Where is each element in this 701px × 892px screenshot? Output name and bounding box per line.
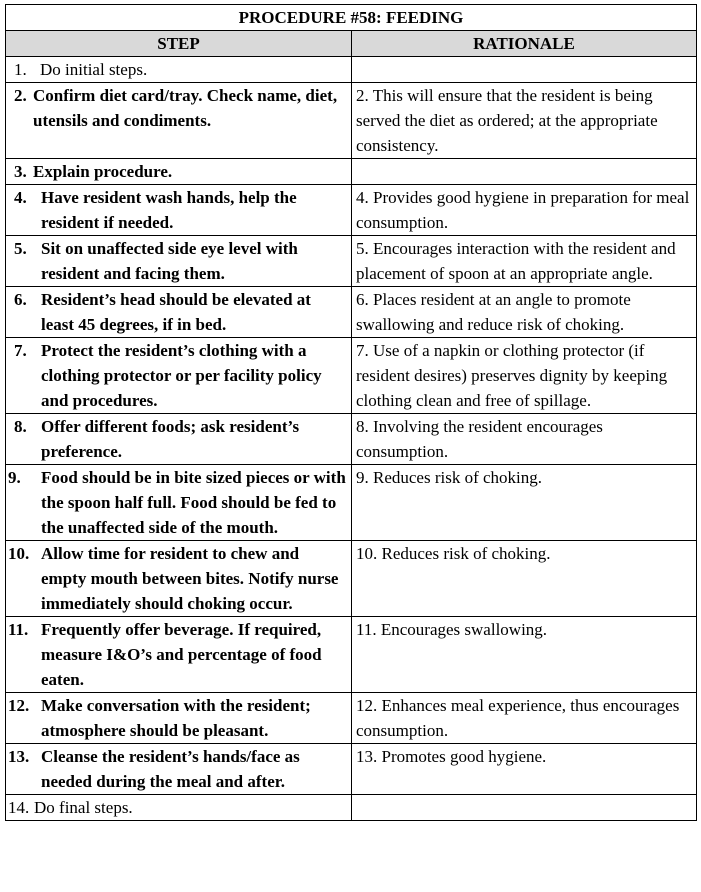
- rationale-cell: [352, 795, 697, 821]
- step-cell: [6, 236, 352, 287]
- step-text: Frequently offer beverage. If required, measure I&O’s and percentage of food eaten.: [41, 620, 322, 689]
- table-row: [6, 795, 697, 821]
- step-text: Make conversation with the resident; atmosphere should be pleasant.: [41, 696, 311, 740]
- step-text: Cleanse the resident’s hands/face as needed during the meal and after.: [41, 747, 300, 791]
- step-number: 8.: [14, 417, 27, 436]
- step-number: 10.: [8, 544, 30, 563]
- step-cell: [6, 693, 352, 744]
- step-text: Confirm diet card/tray. Check name, diet, utensils and condiments.: [33, 86, 338, 130]
- step-number: 5.: [14, 239, 27, 258]
- step-cell: [6, 617, 352, 693]
- step-cell: [6, 338, 352, 414]
- rationale-cell: [352, 57, 697, 83]
- procedure-title: PROCEDURE #58: FEEDING: [6, 5, 697, 31]
- step-number: 14.: [8, 798, 30, 817]
- step-cell: [6, 465, 352, 541]
- step-number: 2.: [14, 86, 27, 105]
- step-text: Do final steps.: [34, 798, 133, 817]
- table-row: [6, 338, 697, 414]
- step-text: Resident’s head should be elevated at least 45 degrees, if in bed.: [41, 290, 311, 334]
- step-number: 7.: [14, 341, 27, 360]
- rationale-cell: 6. Places resident at an angle to promote swallowing and reduce risk of choking.: [352, 287, 697, 338]
- step-text: Have resident wash hands, help the resident if needed.: [41, 188, 297, 232]
- step-number: 12.: [8, 696, 30, 715]
- step-column-header: STEP: [6, 31, 352, 57]
- table-row: [6, 744, 697, 795]
- table-row: [6, 287, 697, 338]
- table-row: [6, 159, 697, 185]
- rationale-cell: 7. Use of a napkin or clothing protector (if resident desires) preserves dignity by keeping clothing clean and free of spillage.: [352, 338, 697, 414]
- step-text: Food should be in bite sized pieces or with the spoon half full. Food should be fed to the unaffected side of the mouth.: [41, 468, 346, 537]
- step-cell: [6, 541, 352, 617]
- table-row: [6, 693, 697, 744]
- procedure-table: [5, 4, 697, 821]
- step-cell: [6, 159, 352, 185]
- step-text: Allow time for resident to chew and empty mouth between bites. Notify nurse immediately should choking occur.: [41, 544, 339, 613]
- step-cell: [6, 795, 352, 821]
- rationale-cell: 8. Involving the resident encourages consumption.: [352, 414, 697, 465]
- step-text: Sit on unaffected side eye level with resident and facing them.: [41, 239, 298, 283]
- step-number: 3.: [14, 162, 27, 181]
- step-number: 6.: [14, 290, 27, 309]
- table-row: [6, 617, 697, 693]
- table-row: [6, 83, 697, 159]
- rationale-column-header: RATIONALE: [352, 31, 697, 57]
- step-number: 11.: [8, 620, 29, 639]
- step-number: 13.: [8, 747, 30, 766]
- rationale-cell: 4. Provides good hygiene in preparation for meal consumption.: [352, 185, 697, 236]
- step-text: Do initial steps.: [40, 60, 148, 79]
- step-text: Explain procedure.: [33, 162, 173, 181]
- rationale-cell: [352, 159, 697, 185]
- rationale-cell: 2. This will ensure that the resident is being served the diet as ordered; at the appropriate consistency.: [352, 83, 697, 159]
- step-text: Protect the resident’s clothing with a clothing protector or per facility policy and procedures.: [41, 341, 322, 410]
- table-row: [6, 185, 697, 236]
- rationale-cell: 9. Reduces risk of choking.: [352, 465, 697, 541]
- table-row: [6, 414, 697, 465]
- rationale-cell: 13. Promotes good hygiene.: [352, 744, 697, 795]
- step-cell: [6, 185, 352, 236]
- step-number: 9.: [8, 468, 21, 487]
- table-row: [6, 236, 697, 287]
- step-cell: [6, 744, 352, 795]
- step-cell: [6, 287, 352, 338]
- table-row: [6, 541, 697, 617]
- step-text: Offer different foods; ask resident’s preference.: [41, 417, 300, 461]
- step-number: 4.: [14, 188, 27, 207]
- title-row: [6, 5, 697, 31]
- rationale-cell: 5. Encourages interaction with the resident and placement of spoon at an appropriate angle.: [352, 236, 697, 287]
- step-cell: [6, 414, 352, 465]
- rationale-cell: 12. Enhances meal experience, thus encourages consumption.: [352, 693, 697, 744]
- step-number: 1.: [14, 60, 27, 79]
- step-cell: [6, 83, 352, 159]
- rationale-cell: 10. Reduces risk of choking.: [352, 541, 697, 617]
- header-row: [6, 31, 697, 57]
- table-row: [6, 57, 697, 83]
- step-cell: [6, 57, 352, 83]
- rationale-cell: 11. Encourages swallowing.: [352, 617, 697, 693]
- table-row: [6, 465, 697, 541]
